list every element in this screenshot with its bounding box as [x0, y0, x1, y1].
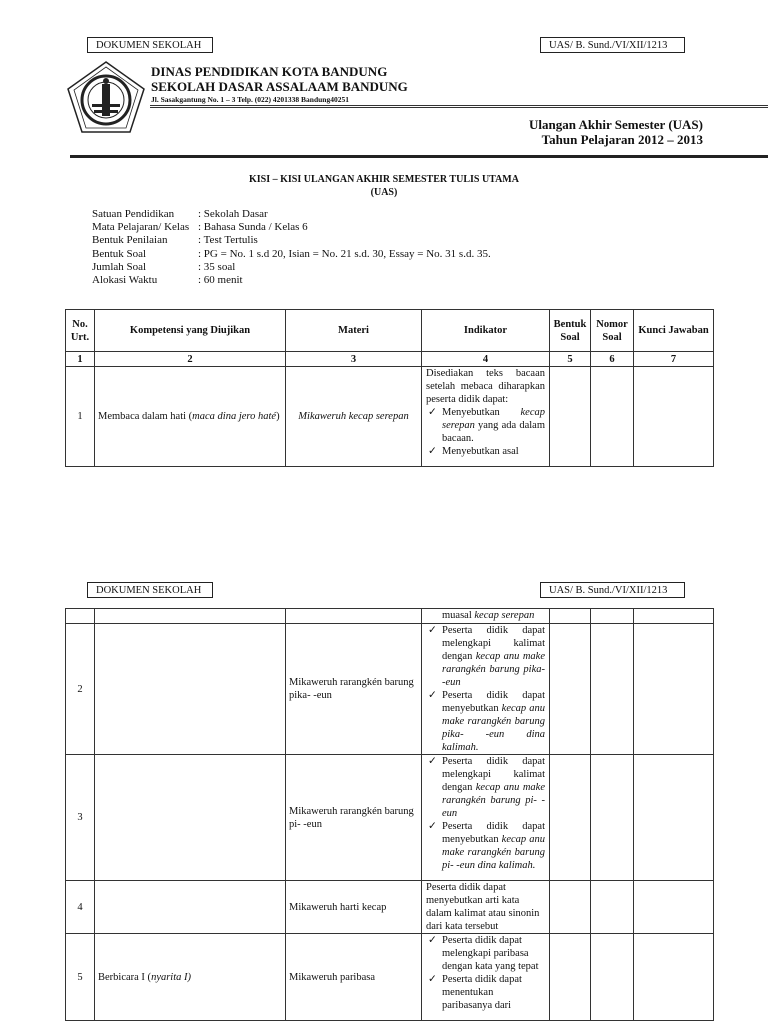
- check-icon: ✓: [428, 407, 437, 418]
- text: Peserta didik dapat menyebutkan: [442, 690, 545, 714]
- field-value: : Test Tertulis: [198, 234, 258, 247]
- cell-no: 5: [66, 934, 95, 1021]
- cell-no: 4: [66, 881, 95, 934]
- text: Membaca dalam hati (: [98, 411, 193, 422]
- header-materi: Materi: [286, 310, 422, 352]
- field-value: : Sekolah Dasar: [198, 208, 268, 220]
- italic-text: kecap serepan: [474, 610, 535, 621]
- field-label: Satuan Pendidikan: [92, 208, 175, 220]
- indicator-item: [426, 367, 545, 406]
- cell-materi: [286, 624, 422, 755]
- cell-nomor-soal: [591, 367, 634, 467]
- table-row: [66, 934, 714, 1021]
- column-number: 4: [422, 352, 550, 367]
- italic-text: kecap anu make rarangkén barung pika- -eun: [442, 651, 545, 688]
- field-value: : 35 soal: [198, 260, 236, 273]
- column-number: 2: [95, 352, 286, 367]
- column-number: 5: [550, 352, 591, 367]
- cell-nomor-soal: [591, 934, 634, 1021]
- agency-name: DINAS PENDIDIKAN KOTA BANDUNG: [151, 64, 388, 79]
- cell-indikator: [422, 934, 550, 1021]
- cell-kunci-jawaban: [634, 624, 714, 755]
- header-kompetensi: Kompetensi yang Diujikan: [95, 310, 286, 352]
- school-address: Jl. Sasakgantung No. 1 – 3 Telp. (022) 4201338 Bandung40251: [151, 95, 349, 104]
- text: Peserta didik dapat menentukan paribasanya dari: [442, 974, 522, 1011]
- kisi-table-page2: [65, 608, 714, 1021]
- table-row: [66, 881, 714, 934]
- indicator-item: [426, 689, 545, 754]
- italic-text: maca dina jero haté: [192, 411, 277, 422]
- cell-no: 2: [66, 624, 95, 755]
- table-header-row: [66, 310, 714, 352]
- cell-kunci-jawaban: [634, 367, 714, 467]
- header-indikator: Indikator: [422, 310, 550, 352]
- field-value: : Bahasa Sunda / Kelas 6: [198, 221, 308, 234]
- cell-kompetensi: [95, 755, 286, 881]
- school-name: SEKOLAH DASAR ASSALAAM BANDUNG: [151, 79, 408, 94]
- document-code: UAS/ B. Sund./VI/XII/1213: [540, 37, 685, 53]
- field-row: [92, 208, 491, 221]
- field-label: Bentuk Penilaian: [92, 234, 168, 247]
- field-row: [92, 248, 491, 261]
- cell-bentuk-soal: [550, 881, 591, 934]
- title-rule: [70, 155, 768, 158]
- cell-kunci-jawaban: [634, 755, 714, 881]
- text: Disediakan teks bacaan setelah mebaca diharapkan peserta didik dapat:: [426, 368, 545, 405]
- cell-nomor-soal: [591, 881, 634, 934]
- header-nomor-soal: Nomor Soal: [591, 310, 634, 352]
- cell-kunci-jawaban: [634, 881, 714, 934]
- cell-bentuk-soal: [550, 755, 591, 881]
- italic-text: nyarita I): [151, 971, 192, 983]
- cell-kunci-jawaban: [634, 934, 714, 1021]
- field-label: Alokasi Waktu: [92, 274, 158, 287]
- cell-nomor-soal: [591, 755, 634, 881]
- table-row: [66, 367, 714, 467]
- header-kunci-jawaban: Kunci Jawaban: [634, 310, 714, 352]
- cell-materi: [286, 367, 422, 467]
- academic-year: Tahun Pelajaran 2012 – 2013: [541, 132, 703, 147]
- exam-title: Ulangan Akhir Semester (UAS): [529, 117, 703, 132]
- kisi-table-page1: [65, 309, 714, 467]
- document-subtitle: (UAS): [370, 187, 398, 198]
- header-no: No. Urt.: [66, 310, 95, 352]
- document-label-page2: DOKUMEN SEKOLAH: [87, 582, 213, 598]
- cell-no: 3: [66, 755, 95, 881]
- text: Menyebutkan asal: [442, 446, 519, 457]
- cell-indikator: [422, 624, 550, 755]
- field-label: Jumlah Soal: [92, 260, 147, 273]
- cell-nomor-soal: [591, 624, 634, 755]
- cell-bentuk-soal: [550, 624, 591, 755]
- text: ): [276, 411, 280, 422]
- document-code-page2: UAS/ B. Sund./VI/XII/1213: [540, 582, 685, 598]
- indicator-item: [426, 973, 545, 1012]
- cell-indikator: [422, 367, 550, 467]
- header-bentuk-soal: Bentuk Soal: [550, 310, 591, 352]
- cell-kompetensi: [95, 934, 286, 1021]
- italic-text: kecap anu make rarangkén barung pi- -eun: [442, 782, 545, 819]
- indicator-item: [426, 406, 545, 445]
- text: Mikaweruh rarangkén barung pika- -eun: [289, 677, 414, 701]
- check-icon: ✓: [428, 935, 437, 946]
- column-number: 1: [66, 352, 95, 367]
- text: Peserta didik dapat melengkapi kalimat dengan: [442, 756, 545, 793]
- field-row: [92, 234, 491, 247]
- column-number: 6: [591, 352, 634, 367]
- indicator-item: [426, 755, 545, 820]
- check-icon: ✓: [428, 625, 437, 636]
- cell-kompetensi: [95, 624, 286, 755]
- text: Menyebutkan: [442, 407, 521, 418]
- text: muasal: [442, 610, 475, 621]
- indicator-item: [426, 609, 545, 622]
- cell-nomor-soal: [591, 609, 634, 624]
- cell-indikator: [422, 609, 550, 624]
- italic-text: kecap anu make rarangkén barung pi- -eun dina kalimah.: [442, 834, 545, 871]
- document-label: DOKUMEN SEKOLAH: [87, 37, 213, 53]
- cell-bentuk-soal: [550, 934, 591, 1021]
- check-icon: ✓: [428, 974, 437, 985]
- text: Mikaweruh rarangkén barung pi- -eun: [289, 805, 414, 830]
- field-value: : 60 menit: [198, 274, 243, 287]
- italic-text: kecap serepan: [442, 407, 545, 431]
- exam-fields: [92, 208, 491, 287]
- field-row: [92, 221, 491, 234]
- indicator-item: [426, 445, 545, 458]
- indicator-item: [426, 624, 545, 689]
- cell-indikator: [422, 755, 550, 881]
- cell-no: [66, 609, 95, 624]
- table-row: [66, 624, 714, 755]
- indicator-item: [426, 820, 545, 872]
- cell-kunci-jawaban: [634, 609, 714, 624]
- field-value: : PG = No. 1 s.d 20, Isian = No. 21 s.d. 30, Essay = No. 31 s.d. 35.: [198, 247, 491, 260]
- text: Peserta didik dapat menyebutkan arti kata dalam kalimat atau sinonin dari kata tersebut: [426, 882, 540, 932]
- document-title: KISI – KISI ULANGAN AKHIR SEMESTER TULIS UTAMA: [249, 174, 519, 185]
- cell-bentuk-soal: [550, 609, 591, 624]
- header-rule: [150, 105, 768, 108]
- indicator-item: [426, 881, 545, 933]
- column-number-row: [66, 352, 714, 367]
- field-label: Bentuk Soal: [92, 247, 147, 260]
- cell-no: 1: [66, 367, 95, 467]
- table-row: [66, 755, 714, 881]
- field-row: [92, 261, 491, 274]
- check-icon: ✓: [428, 821, 437, 832]
- cell-kompetensi: [95, 881, 286, 934]
- cell-kompetensi: [95, 609, 286, 624]
- text: Mikaweruh harti kecap: [289, 901, 387, 913]
- check-icon: ✓: [428, 756, 437, 767]
- cell-materi: [286, 609, 422, 624]
- text: Peserta didik dapat melengkapi kalimat dengan: [442, 625, 545, 662]
- cell-kompetensi: [95, 367, 286, 467]
- school-logo: [66, 60, 146, 134]
- text: yang ada dalam bacaan.: [442, 420, 545, 444]
- table-row: [66, 609, 714, 624]
- check-icon: ✓: [428, 690, 437, 701]
- indicator-item: [426, 934, 545, 973]
- check-icon: ✓: [428, 446, 437, 457]
- text: Berbicara I (: [98, 971, 152, 983]
- cell-materi: [286, 934, 422, 1021]
- italic-text: kecap anu make rarangkén barung pika- -eun dina kalimah.: [442, 703, 545, 753]
- cell-materi: [286, 755, 422, 881]
- field-row: [92, 274, 491, 287]
- text: Peserta didik dapat menyebutkan: [442, 821, 545, 845]
- italic-text: Mikaweruh kecap serepan: [298, 411, 409, 422]
- text: Peserta didik dapat melengkapi paribasa dengan kata yang tepat: [442, 935, 539, 972]
- cell-bentuk-soal: [550, 367, 591, 467]
- column-number: 7: [634, 352, 714, 367]
- text: Mikaweruh paribasa: [289, 971, 376, 983]
- cell-materi: [286, 881, 422, 934]
- cell-indikator: [422, 881, 550, 934]
- column-number: 3: [286, 352, 422, 367]
- field-label: Mata Pelajaran/ Kelas: [92, 221, 190, 234]
